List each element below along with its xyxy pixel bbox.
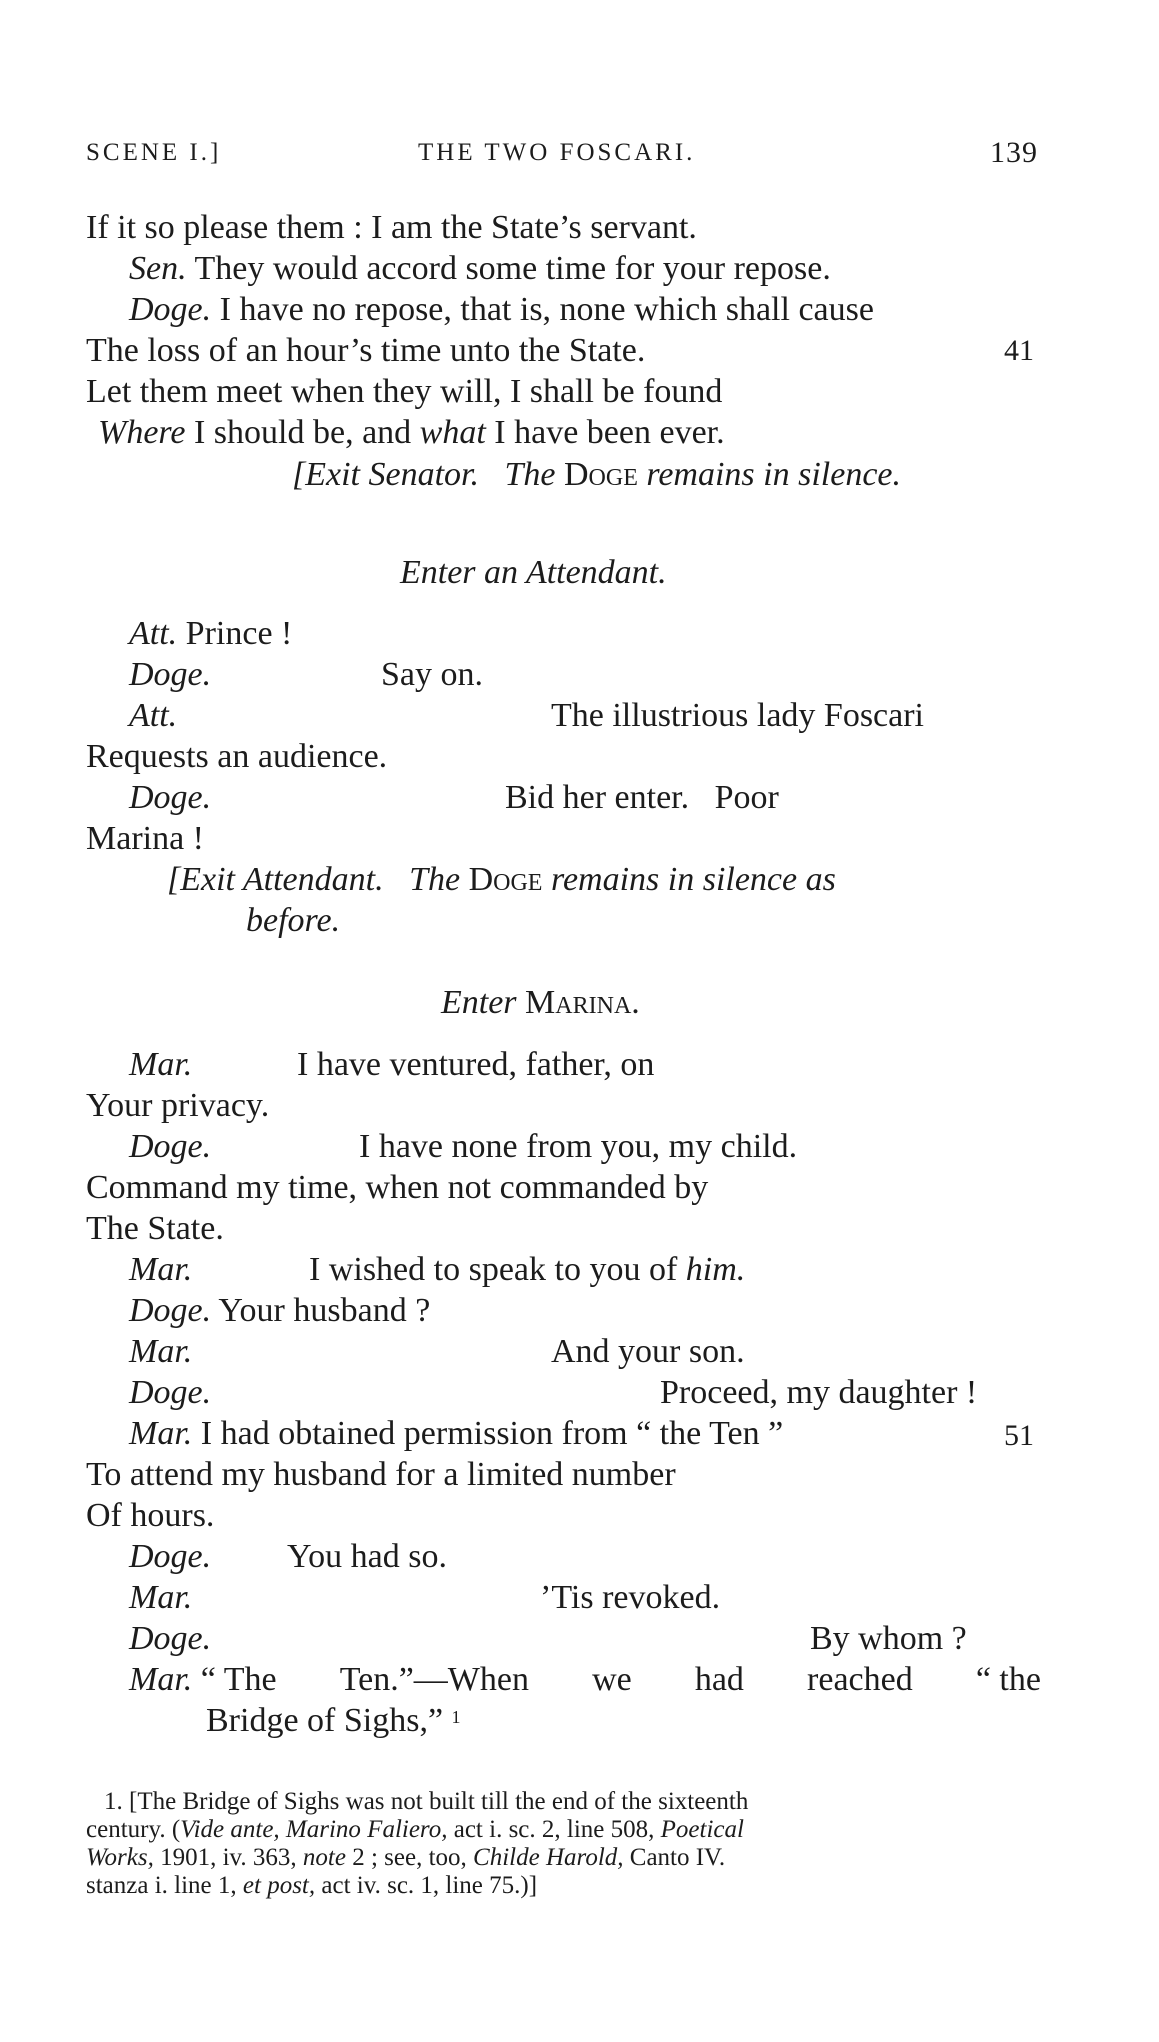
speech: I have none from you, my child. (359, 1128, 798, 1165)
footnote-line: 1. [The Bridge of Sighs was not built till the end of the sixteenth (104, 1788, 749, 1815)
footnote-italic: Vide ante, Marino Faliero, (180, 1816, 448, 1843)
verse-line (129, 655, 211, 695)
footnote-text: Canto IV. (629, 1844, 726, 1871)
running-header-title: THE TWO FOSCARI. (418, 139, 696, 166)
stage-direction-text: remains in silence as (550, 861, 836, 898)
speech: ’Tis revoked. (540, 1579, 721, 1616)
stage-direction-text: The (409, 861, 461, 898)
verse-line: Marina ! (86, 820, 205, 857)
speech: Prince ! (185, 615, 293, 652)
speech: I have no repose, that is, none which shall cause (219, 291, 874, 328)
speech: They would accord some time for your repose. (194, 250, 831, 287)
speech: Bid her enter. Poor (505, 779, 779, 816)
footnote-text: 2 ; see, too, (352, 1844, 467, 1871)
verse-line: The State. (86, 1210, 224, 1247)
speech: You had so. (287, 1538, 447, 1575)
verse-line (129, 1414, 783, 1454)
speech: Say on. (381, 656, 483, 693)
verse-line (129, 1619, 211, 1659)
speaker: Att. (129, 697, 178, 734)
verse-line (129, 778, 211, 818)
footnote-text: act iv. sc. 1, line 75.)] (321, 1872, 538, 1899)
speaker: Doge. (129, 1374, 212, 1411)
stage-direction-text: [Exit Senator. (292, 456, 479, 493)
entrance-text: Enter an Attendant. (400, 554, 667, 591)
speaker: Doge. (129, 291, 212, 328)
character-name: Doge (563, 456, 638, 493)
line-number: 41 (1004, 334, 1034, 367)
verse-line (129, 1537, 211, 1577)
stage-direction-text: The (504, 456, 556, 493)
stage-direction-text: remains in silence. (646, 456, 902, 493)
speaker: Doge. (129, 779, 212, 816)
footnote-italic: Childe Harold, (473, 1844, 624, 1871)
verse-line: To attend my husband for a limited number (86, 1456, 676, 1493)
verse-line: If it so please them : I am the State’s servant. (86, 209, 697, 246)
verse-line (129, 290, 874, 330)
verse-line: Your privacy. (86, 1087, 270, 1124)
verse-line (129, 249, 831, 289)
speech-word: had (694, 1661, 744, 1698)
speech: I have been ever. (494, 414, 725, 451)
stage-direction-text: before. (246, 902, 341, 939)
speaker: Mar. (129, 1661, 193, 1698)
speech-text: I wished to speak to you of (309, 1251, 678, 1288)
verse-line (129, 1660, 1041, 1700)
verse-line (129, 1291, 430, 1331)
verse-line (129, 696, 177, 736)
speaker: Doge. (129, 656, 212, 693)
stage-direction-text: [Exit Attendant. (167, 861, 384, 898)
speaker: Mar. (129, 1046, 193, 1083)
character-name: Marina. (525, 984, 640, 1021)
footnote-text: stanza i. line 1, (86, 1872, 237, 1899)
speech: I should be, and (193, 414, 412, 451)
footnote-italic: Poetical (660, 1816, 744, 1843)
footnote-text: act i. sc. 2, line 508, (453, 1816, 655, 1843)
speaker: Mar. (129, 1579, 193, 1616)
verse-line: Requests an audience. (86, 738, 388, 775)
verse-line (129, 1127, 211, 1167)
verse-line (129, 614, 292, 654)
speaker: Sen. (129, 250, 187, 287)
page-number: 139 (990, 136, 1038, 169)
speaker: Doge. (129, 1538, 212, 1575)
verse-line: Let them meet when they will, I shall be found (86, 373, 723, 410)
speech: I have ventured, father, on (297, 1046, 655, 1083)
verse-line: Of hours. (86, 1497, 215, 1534)
footnote-text: 1901, iv. 363, (160, 1844, 297, 1871)
emphasis: what (419, 414, 486, 451)
speech: Proceed, my daughter ! (660, 1374, 978, 1411)
running-header-scene: SCENE I.] (86, 139, 222, 166)
speech: Your husband ? (218, 1292, 431, 1329)
stage-direction (246, 901, 340, 941)
footnote-marker: 1 (451, 1707, 461, 1727)
footnote-text: century. ( (86, 1816, 181, 1843)
entrance-heading (441, 983, 640, 1023)
character-name: Doge (468, 861, 543, 898)
verse-line (98, 413, 725, 453)
stage-direction (167, 860, 836, 900)
verse-line (129, 1332, 192, 1372)
footnote-line (86, 1871, 537, 1901)
footnote-italic: note (302, 1844, 346, 1871)
speaker: Doge. (129, 1292, 212, 1329)
footnote-italic: et post, (242, 1872, 316, 1899)
verse-line (129, 1045, 192, 1085)
speech: The illustrious lady Foscari (551, 697, 925, 734)
verse-line (129, 1373, 211, 1413)
footnote-line (86, 1843, 725, 1873)
speech-word: Ten.”—When (339, 1661, 529, 1698)
verse-line (206, 1701, 461, 1741)
entrance-text: Enter (441, 984, 517, 1021)
speech: And your son. (551, 1333, 745, 1370)
entrance-heading (400, 553, 667, 593)
speaker: Mar. (129, 1415, 193, 1452)
speaker: Mar. (129, 1251, 193, 1288)
verse-line: Command my time, when not commanded by (86, 1169, 709, 1206)
speech-word: “ the (975, 1661, 1041, 1698)
footnote-line (86, 1815, 744, 1845)
speech-word: we (592, 1661, 632, 1698)
stage-direction (292, 455, 901, 495)
speech: I had obtained permission from “ the Ten ” (200, 1415, 784, 1452)
verse-line: The loss of an hour’s time unto the State. (86, 332, 646, 369)
speech-word: reached (807, 1661, 913, 1698)
speaker: Att. (129, 615, 178, 652)
speaker: Doge. (129, 1620, 212, 1657)
verse-line (129, 1250, 192, 1290)
speech: Bridge of Sighs,” (206, 1702, 444, 1739)
emphasis: him. (685, 1251, 746, 1288)
verse-line (129, 1578, 192, 1618)
speaker: Doge. (129, 1128, 212, 1165)
speaker: Mar. (129, 1333, 193, 1370)
speech: By whom ? (810, 1620, 967, 1657)
emphasis: Where (98, 414, 186, 451)
line-number: 51 (1004, 1419, 1034, 1452)
speech-word: “ The (200, 1661, 277, 1698)
footnote-italic: Works, (86, 1844, 154, 1871)
speech-word (129, 1660, 277, 1700)
speech (309, 1250, 745, 1290)
